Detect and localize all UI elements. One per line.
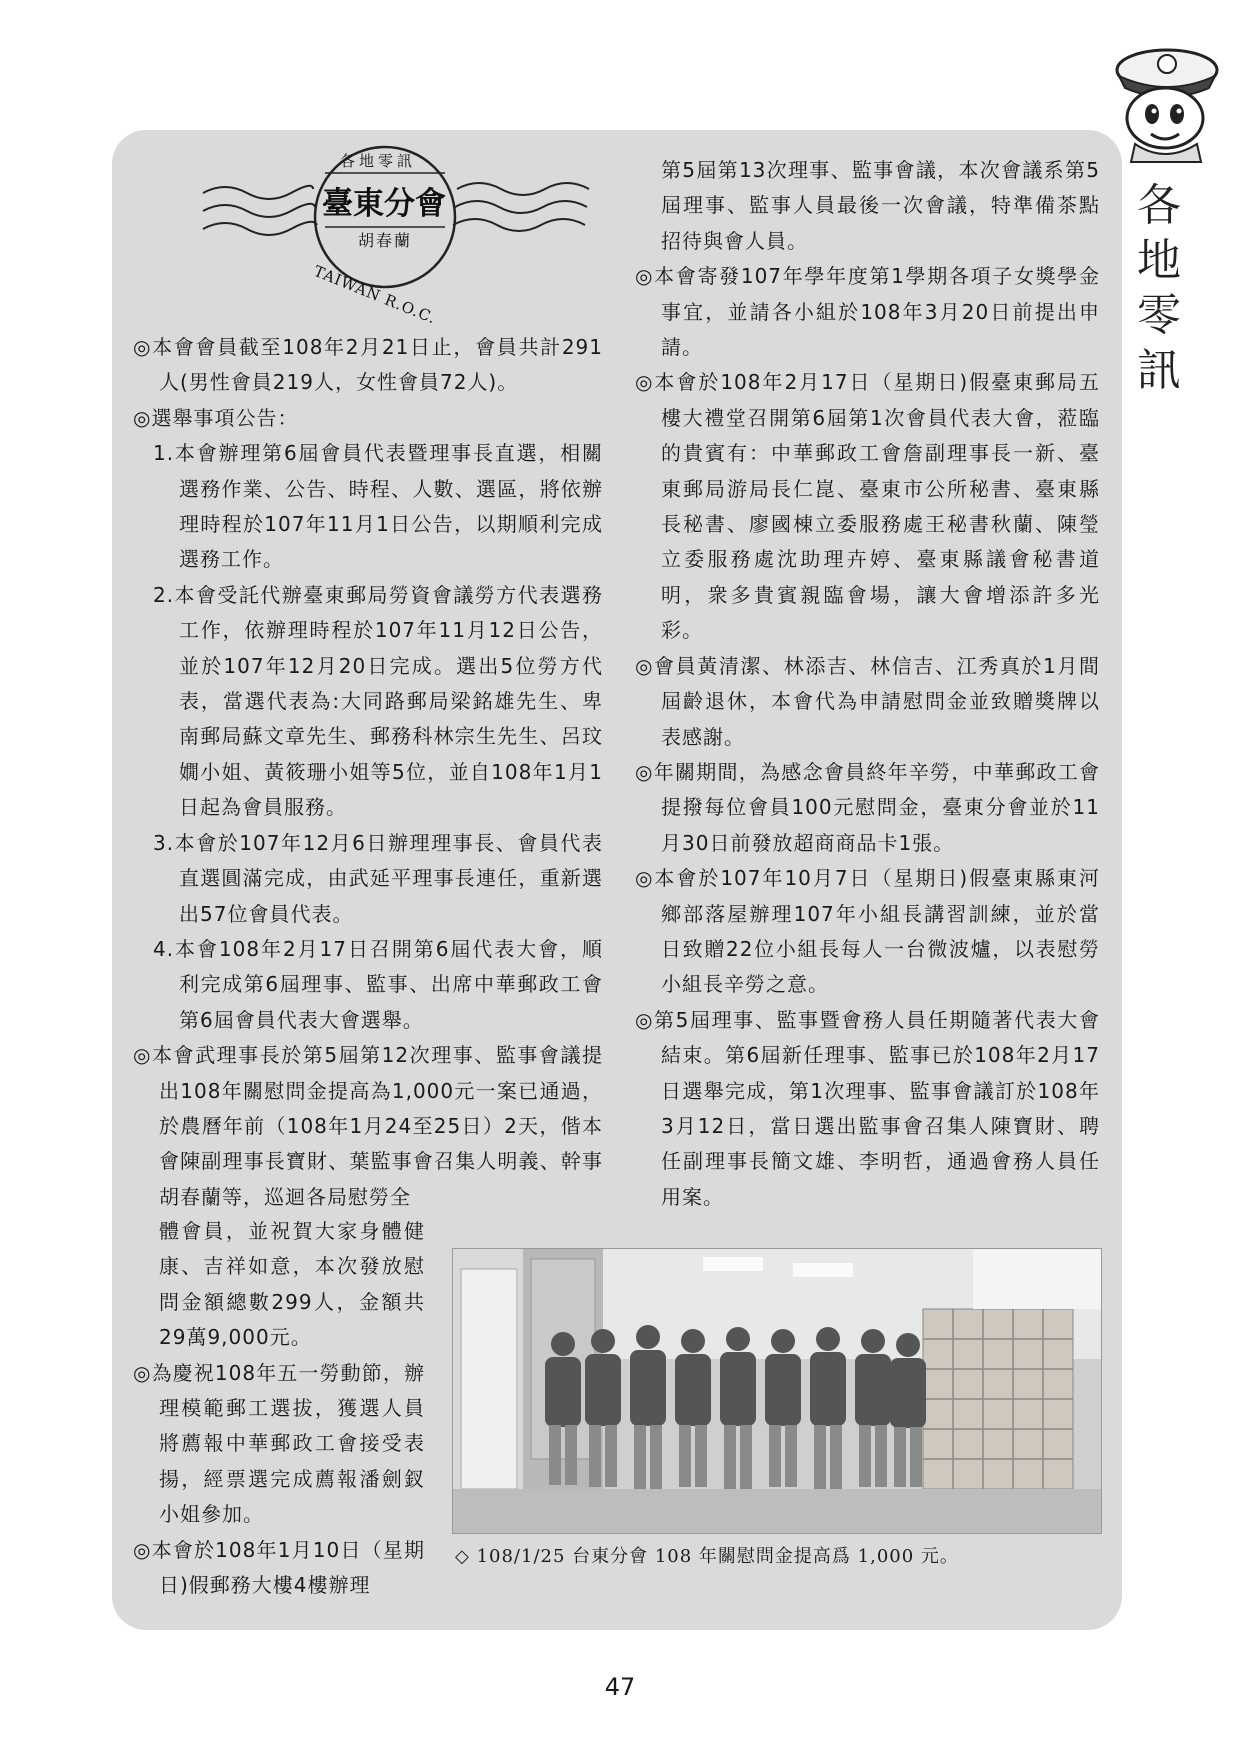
stamp-country: TAIWAN R.O.C.: [311, 262, 439, 328]
side-title-char: 零: [1137, 290, 1181, 341]
paragraph: ◎選舉事項公告：: [133, 405, 299, 430]
left-narrow-text-column: [133, 1214, 425, 1603]
paragraph-continued: 第5屆第13次理事、監事會議，本次會議系第5屆理事、監事人員最後一次會議，特準備茶點招待與會人員。: [661, 158, 1100, 253]
paragraph: ◎年關期間，為感念會員終年辛勞，中華郵政工會提撥每位會員100元慰問金，臺東分會並於11月30日前發放超商商品卡1張。: [635, 759, 1100, 855]
side-title-char: 地: [1137, 235, 1181, 286]
numbered-item: 4.本會108年2月17日召開第6屆代表大會，順利完成第6屆理事、監事、出席中華郵政工會第6屆會員代表大會選舉。: [153, 936, 603, 1032]
stamp-author: 胡春蘭: [357, 231, 412, 250]
side-title-char: 訊: [1137, 345, 1181, 396]
paragraph: ◎會員黃清潔、林添吉、林信吉、江秀真於1月間屆齡退休，本會代為申請慰問金並致贈獎牌以表感謝。: [635, 653, 1100, 749]
paragraph: ◎本會寄發107年學年度第1學期各項子女獎學金事宜，並請各小組於108年3月20日前提出申請。: [635, 264, 1100, 360]
paragraph: ◎本會會員截至108年2月21日止，會員共計291人(男性會員219人，女性會員72人)。: [133, 335, 603, 395]
postman-mascot-icon: [1105, 40, 1225, 165]
numbered-item: 3.本會於107年12月6日辦理理事長、會員代表直選圓滿完成，由武延平理事長連任，重新選出57位會員代表。: [153, 830, 603, 926]
numbered-item: 2.本會受託代辦臺東郵局勞資會議勞方代表選務工作，依辦理時程於107年11月12日公告，並於107年12月20日完成。選出5位勞方代表，當選代表為:大同路郵局梁銘雄先生、卑南郵局蘇文章先生、郵務科林宗生先生、呂玟嫺小姐、黃筱珊小姐等5位，並自108年1月1日起為會員服務。: [153, 582, 603, 820]
stamp-branch-title: 臺東分會: [322, 186, 446, 222]
side-title-char: 各: [1137, 180, 1181, 231]
photo-caption: ◇ 108/1/25 台東分會 108 年關慰問金提高爲 1,000 元。: [455, 1546, 959, 1567]
numbered-item: 1.本會辦理第6屆會員代表暨理事長直選，相關選務作業、公告、時程、人數、選區，將依辦理時程於107年11月1日公告，以期順利完成選務工作。: [153, 441, 603, 572]
left-text-column: [133, 330, 603, 1215]
paragraph: ◎為慶祝108年五一勞動節，辦理模範郵工選拔，獲選人員將薦報中華郵政工會接受表揚，經票選完成薦報潘劍釵小姐參加。: [133, 1360, 425, 1527]
page-number: 47: [604, 1673, 636, 1701]
paragraph: ◎本會武理事長於第5屆第12次理事、監事會議提出108年關慰問金提高為1,000元一案已通過，於農曆年前（108年1月24至25日）2天，偕本會陳副理事長寶財、葉監事會召集人明義、幹事胡春蘭等，巡迴各局慰勞全: [133, 1043, 603, 1209]
section-side-title: [1124, 178, 1194, 398]
group-photo: [452, 1248, 1102, 1534]
stamp-top-label: 各地零訊: [339, 152, 416, 170]
paragraph: ◎本會於108年2月17日（星期日)假臺東郵局五樓大禮堂召開第6屆第1次會員代表大會，蒞臨的貴賓有：中華郵政工會詹副理事長一新、臺東郵局游局長仁崑、臺東市公所秘書、臺東縣長秘書、廖國棟立委服務處王秘書秋蘭、陳瑩立委服務處沈助理卉婷、臺東縣議會秘書道明，衆多貴賓親臨會場，讓大會增添許多光彩。: [635, 370, 1100, 643]
paragraph: ◎第5屆理事、監事暨會務人員任期隨著代表大會結束。第6屆新任理事、監事已於108年2月17日選舉完成，第1次理事、監事會議訂於108年3月12日，當日選出監事會召集人陳寶財、聘任副理事長簡文雄、李明哲，通過會務人員任用案。: [635, 1007, 1100, 1209]
paragraph-continued: 體會員，並祝賀大家身體健康、吉祥如意，本次發放慰問金額總數299人，金額共29萬9,000元。: [159, 1219, 425, 1350]
right-text-column: [635, 153, 1100, 1215]
paragraph: ◎本會於108年1月10日（星期日)假郵務大樓4樓辦理: [133, 1537, 425, 1598]
paragraph: ◎本會於107年10月7日（星期日)假臺東縣東河鄉部落屋辦理107年小組長講習訓練，並於當日致贈22位小組長每人一台微波爐，以表慰勞小組長辛勞之意。: [635, 866, 1100, 997]
